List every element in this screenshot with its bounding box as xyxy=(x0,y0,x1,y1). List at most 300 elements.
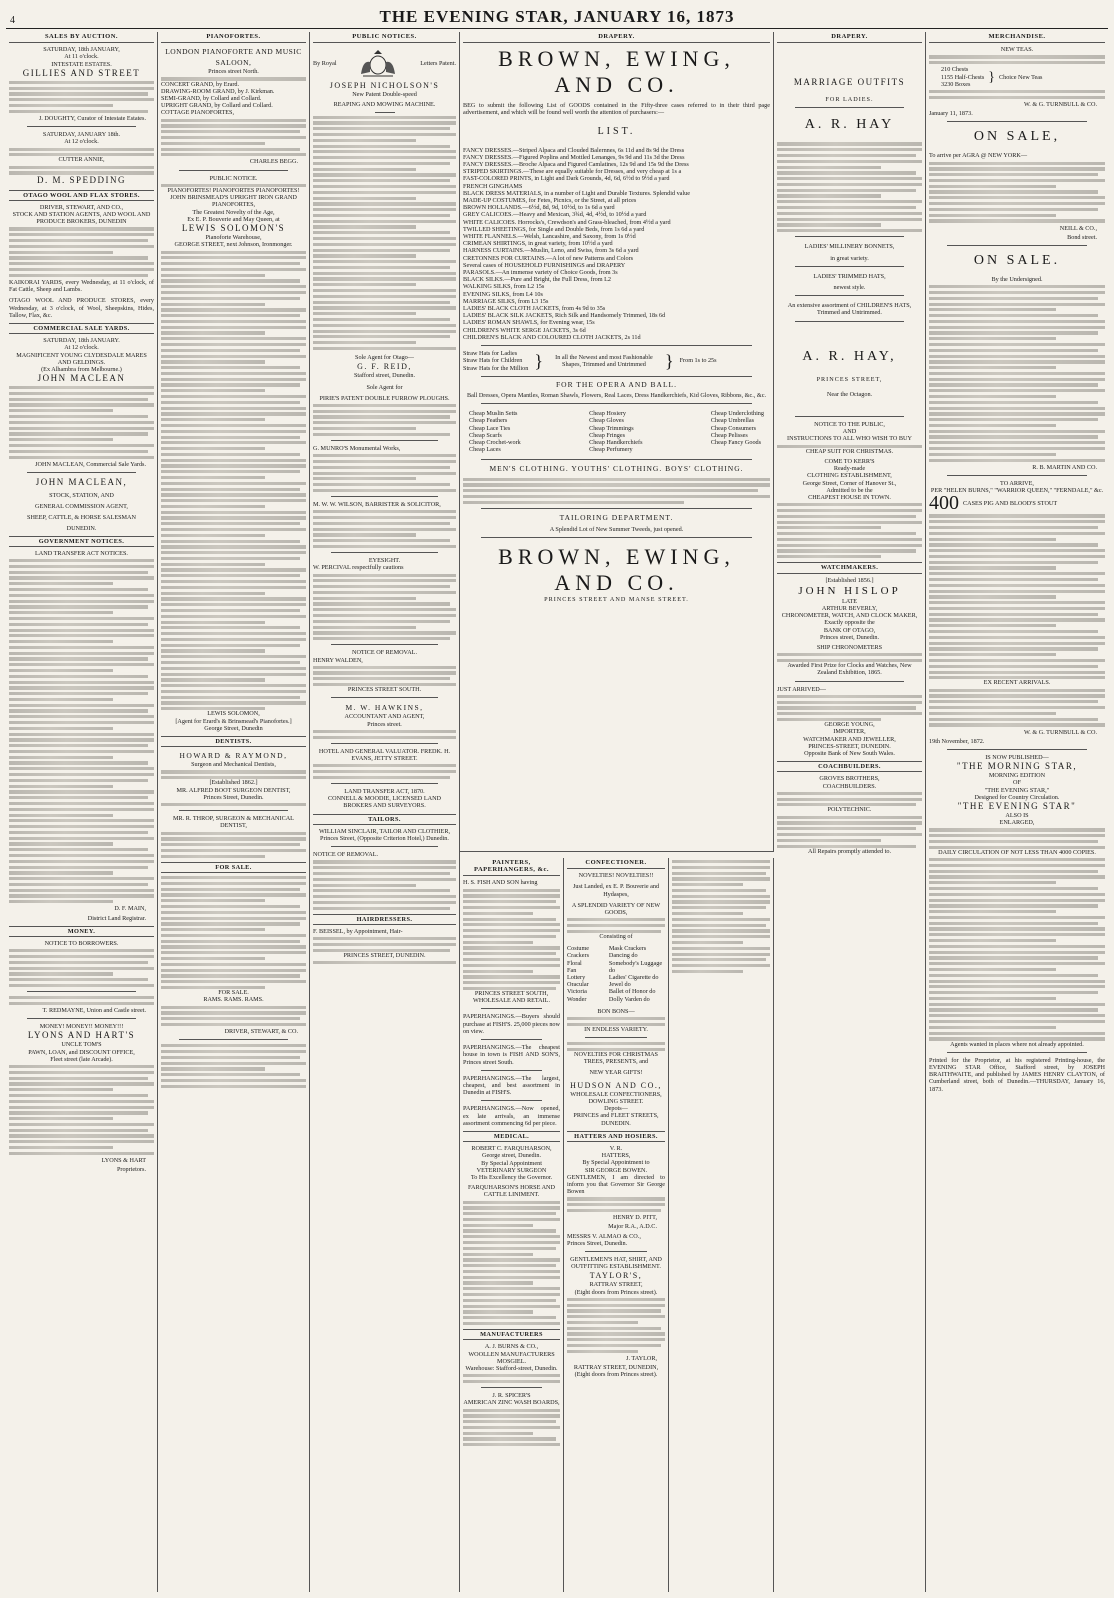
firm-place: MOSGIEL. xyxy=(496,1357,527,1365)
cheap-item: Cheap Handkerchiefs xyxy=(589,438,643,446)
goods-list-item: MADE-UP COSTUMES, for Fetes, Picnics, or the Street, at all prices xyxy=(463,197,637,205)
body-text xyxy=(313,510,456,548)
firm-name: MR. ALFRED BOOT SURGEON DENTIST, xyxy=(176,786,291,794)
body-text xyxy=(161,251,306,711)
body-text xyxy=(313,404,456,436)
ad-heading: ENLARGED, xyxy=(999,819,1035,827)
goods-list-item: MARRIAGE SILKS, from L3 15s xyxy=(463,297,549,305)
body-text xyxy=(929,828,1105,849)
cracker-list xyxy=(567,945,609,1003)
section-header: HAIRDRESSERS. xyxy=(313,914,456,925)
firm-place: Princes Street, Dunedin. xyxy=(203,793,264,801)
firm-place: Princes Street, (Opposite Criterion Hotel,) Dunedin. xyxy=(320,834,449,842)
firm-name: ROBERT C. FARQUHARSON, xyxy=(471,1145,552,1153)
goods-list-item: FANCY DRESSES.—Figured Poplins and Mottled Lenanges, 9s 9d and 11s 3d the Dress xyxy=(463,153,685,161)
firm-place: PRINCES STREET SOUTH. xyxy=(347,686,422,694)
piano-item: UPRIGHT GRAND, by Collard and Collard. xyxy=(161,102,273,110)
ad-subheading: AND xyxy=(842,428,857,436)
firm-place: PRINCES STREET, xyxy=(816,375,883,383)
column-drapery-hay xyxy=(774,32,926,1592)
firm-description: IMPORTER, xyxy=(833,728,866,736)
cracker-list xyxy=(609,945,665,1003)
ad-subheading: PER "HELEN BURNS," "WARRIOR QUEEN," "FERNDALE," &c. xyxy=(930,487,1104,495)
signature: HENRY D. PITT, xyxy=(613,1214,657,1222)
section-header: COMMERCIAL SALE YARDS. xyxy=(9,323,154,334)
piano-item: CONCERT GRAND, by Erard. xyxy=(161,80,240,88)
cheap-item: Cheap Muslin Setts xyxy=(469,410,518,418)
body-text xyxy=(929,514,1105,679)
signature: D. F. MAIN, xyxy=(114,905,146,913)
section-title: MEN'S CLOTHING. YOUTHS' CLOTHING. BOYS' CLOTHING. xyxy=(489,464,744,474)
section-header: WATCHMAKERS. xyxy=(777,562,922,573)
product-title: REAPING AND MOWING MACHINE. xyxy=(333,101,436,109)
firm-place: George Street, Corner of Hanover St., xyxy=(802,479,897,487)
ad-subheading: To arrive per AGRA @ NEW YORK— xyxy=(929,152,1028,160)
column-header: CONFECTIONER. xyxy=(567,858,665,869)
ad-heading: SHIP CHRONOMETERS xyxy=(816,644,883,651)
firm-description: WOOLLEN MANUFACTURERS xyxy=(468,1350,555,1358)
letter-text: GENTLEMEN, I am directed to inform you that Governor Sir George Bowen xyxy=(567,1173,665,1196)
ad-heading: BON BONS— xyxy=(597,1007,635,1015)
cracker-item: Dancing do xyxy=(608,952,638,960)
auctioneer-name: JOHN MACLEAN xyxy=(37,373,126,384)
cracker-item: Ballet of Honor do xyxy=(608,988,656,996)
cheap-item: Cheap Scarfs xyxy=(469,431,502,439)
goods-list-item: BLACK DRESS MATERIALS, in a number of Light and Durable Textures. Splendid value xyxy=(463,189,690,197)
ad-heading: PIANOFORTES! PIANOFORTES PIANOFORTES! xyxy=(167,187,300,195)
signature-title: Proprietors. xyxy=(116,1166,146,1174)
firm-place: Princes street. xyxy=(367,720,402,728)
ad-heading: NOVELTIES! NOVELTIES!! xyxy=(578,872,654,880)
firm-place: Near the Octagon. xyxy=(826,390,873,398)
cheap-item: Cheap Perfumery xyxy=(589,446,633,454)
firm-name: HOWARD & RAYMOND, xyxy=(179,751,288,761)
column-bottom-filler xyxy=(669,858,774,1592)
cheap-item: Cheap Fancy Goods xyxy=(710,438,762,446)
ad-subheading: in great variety. xyxy=(830,254,869,262)
goods-list-item: WHITE CALICOES. Horrocks's, Crewdson's and Grass-bleached, from 4½d a yard xyxy=(463,218,671,226)
firm-place: Opposite Bank of New South Wales. xyxy=(804,749,895,757)
firm-name: GEORGE YOUNG, xyxy=(824,721,875,729)
firm-place: PRINCES STREET, DUNEDIN. xyxy=(343,951,426,959)
imprint: Printed for the Proprietor, at his registered Printing-house, the EVENING STAR Office, Stafford street, by JOSEPH BRAITHWAITE, and published by JAMES HENRY CLAYTON, of Cumberland street, both of Dunedin.—THURSDAY, January 16, 1873. xyxy=(929,1056,1105,1093)
signature-place: Bond street. xyxy=(1067,233,1097,241)
ad-heading: IN ENDLESS VARIETY. xyxy=(584,1025,648,1033)
ad-subheading: MORNING EDITION xyxy=(988,772,1046,780)
masthead xyxy=(6,4,1108,29)
notice-heading: NOTICE OF REMOVAL. xyxy=(351,649,418,657)
signature: NEILL & CO., xyxy=(1059,224,1097,232)
firm-name: F. BEISSEL, by Appointment, Hair- xyxy=(313,928,403,936)
firm-description: Exactly opposite the xyxy=(824,619,875,627)
goods-list-item: FANCY DRESSES.—Broche Alpaca and Figured Camlatines, 12s 9d and 15s 9d the Dress xyxy=(463,161,689,169)
signature-place: RATTRAY STREET, DUNEDIN, xyxy=(573,1364,659,1372)
firm-description: WHOLESALE CONFECTIONERS, xyxy=(570,1090,662,1098)
paperhangings-ad: PAPERHANGINGS.—Now opened, ex late arrivals, an immense assortment commencing 6d per piece. xyxy=(463,1105,560,1127)
goods-list-item: FAST-COLORED PRINTS, in Light and Dark Grounds, 4d, 6d, 6½d to 9½d a yard xyxy=(463,175,670,183)
ad-heading: COME TO KERR'S xyxy=(824,457,875,465)
firm-description: VETERINARY SURGEON xyxy=(476,1166,547,1174)
firm-name: G. MUNRO'S Monumental Works, xyxy=(313,444,401,452)
piano-item: DRAWING-ROOM GRAND, by J. Kirkman. xyxy=(161,87,275,95)
firm-description: By Special Appointment xyxy=(481,1159,542,1167)
newspaper-title: THE EVENING STAR, JANUARY 16, 1873 xyxy=(379,7,735,26)
body-text xyxy=(929,689,1105,727)
signature: W. & G. TURNBULL & CO. xyxy=(1024,100,1097,108)
firm-name: HUDSON AND CO., xyxy=(570,1080,662,1090)
firm-description: To His Excellency the Governor. xyxy=(470,1173,553,1181)
body-text xyxy=(777,445,922,448)
signature-place: George Street, Dunedin xyxy=(204,724,263,732)
column-header: SALES BY AUCTION. xyxy=(9,32,154,43)
body-text xyxy=(313,116,456,350)
firm-description: WHOLESALE AND RETAIL. xyxy=(472,997,550,1005)
straw-item: Straw Hats for Children xyxy=(463,357,523,365)
ad-heading: LADIES' MILLINERY BONNETS, xyxy=(804,243,895,251)
firm-description: Surgeon and Mechanical Dentists, xyxy=(191,761,276,769)
column-header: PAINTERS, PAPERHANGERS, &c. xyxy=(463,858,560,876)
ad-heading: CHEAPEST HOUSE IN TOWN. xyxy=(808,493,891,501)
body-text xyxy=(161,876,306,989)
cheap-item: Cheap Umbrellas xyxy=(710,417,755,425)
column-public-notices xyxy=(310,32,460,1592)
firm-name: JOHN HISLOP xyxy=(798,584,901,597)
goods-list xyxy=(463,147,770,341)
firm-description: LATE xyxy=(841,597,858,605)
notice-heading: NOTICE OF REMOVAL. xyxy=(313,851,379,859)
body-text xyxy=(9,1065,154,1155)
firm-name: CONNELL & MOODIE, LICENSED LAND BROKERS AND SURVEYORS. xyxy=(327,795,442,810)
firm-place: PRINCES-STREET, DUNEDIN. xyxy=(808,742,891,750)
goods-list-item: CHILDREN'S WHITE SERGE JACKETS, 3s 6d xyxy=(463,326,586,334)
cheap-item: Cheap Feathers xyxy=(469,417,508,425)
firm-place: PRINCES and FLEET STREETS, DUNEDIN. xyxy=(573,1112,659,1127)
royal-label: By Royal xyxy=(313,59,337,67)
body-text xyxy=(463,889,560,990)
firm-description: SIR GEORGE BOWEN. xyxy=(584,1166,648,1174)
firm-place: DOWLING STREET. xyxy=(588,1097,644,1105)
sale-time: At 12 o'clock. xyxy=(64,344,99,352)
notice-heading: PUBLIC NOTICE. xyxy=(209,174,258,182)
firm-place: PRINCES STREET AND MANSE STREET. xyxy=(544,596,689,604)
ad-heading: ON SALE. xyxy=(973,252,1061,268)
sale-notice: OTAGO WOOL AND PRODUCE STORES, every Wednesday, at 3 o'clock, of Wool, Sheepskins, Hides, Tallow, Flax, &c. xyxy=(9,297,154,319)
column-painters xyxy=(460,858,564,1592)
royal-crest-icon xyxy=(355,48,401,78)
firm-name: HOTEL AND GENERAL VALUATOR. FREDK. H. EVANS, JETTY STREET. xyxy=(318,747,451,763)
cheap-list xyxy=(589,410,642,453)
ad-heading: MARRIAGE OUTFITS xyxy=(793,77,906,88)
goods-list-item: BLACK SILKS.—Pure and Bright, the Full Dress, from L2 xyxy=(463,276,611,284)
paperhangings-ad: PAPERHANGINGS.—Buyers should purchase at FISH'S. 25,000 pieces now on view. xyxy=(463,1013,560,1035)
body-text xyxy=(161,184,306,187)
ad-subheading: Admitted to be the xyxy=(826,486,873,494)
body-text xyxy=(672,860,770,973)
section-header: GOVERNMENT NOTICES. xyxy=(9,536,154,547)
signature-place: (Eight doors from Princes street). xyxy=(574,1371,658,1379)
firm-name: A. J. BURNS & CO., xyxy=(484,1343,539,1351)
ad-heading: GENTLEMEN'S HAT, SHIRT, AND OUTFITTING ESTABLISHMENT. xyxy=(570,1255,662,1271)
ad-subheading: Ready-made xyxy=(833,465,866,473)
ad-heading: NEW TEAS. xyxy=(1000,46,1034,54)
sale-heading: MAGNIFICENT YOUNG CLYDESDALE MARES AND GELDINGS. xyxy=(16,351,147,366)
ad-heading: JUST ARRIVED— xyxy=(777,685,826,693)
section-header: MONEY. xyxy=(9,926,154,937)
straw-item: Straw Hats for Ladies xyxy=(463,350,518,358)
cracker-item: Lottery xyxy=(567,973,586,981)
ad-heading: NOVELTIES FOR CHRISTMAS TREES, PRESENTS, and xyxy=(573,1051,658,1066)
body-text xyxy=(161,119,306,157)
section-header: MANUFACTURERS xyxy=(463,1329,560,1340)
business-line: STOCK, STATION, AND xyxy=(49,491,114,499)
goods-list-item: EVENING SILKS, from L4 10s xyxy=(463,290,543,298)
body-text xyxy=(313,764,456,779)
firm-description: PAWN, LOAN, and DISCOUNT OFFICE, xyxy=(28,1048,135,1056)
ad-heading: RAMS. RAMS. RAMS. xyxy=(203,996,264,1004)
ad-subheading: The Greatest Novelty of the Age, xyxy=(192,208,275,216)
addressee-place: Princes Street, Dunedin. xyxy=(567,1239,628,1247)
ad-heading: CLOTHING ESTABLISHMENT, xyxy=(807,472,892,480)
body-text xyxy=(567,918,665,933)
cracker-item: Victoria xyxy=(567,988,587,996)
goods-list-item: HARNESS CURTAINS.—Muslin, Leno, and Swiss, from 3s 6d a yard xyxy=(463,247,639,255)
notice-heading: NOTICE TO BORROWERS. xyxy=(44,940,119,948)
section-description: Ball Dresses, Opera Mantles, Roman Shawls, Flowers, Real Laces, Dress Handkerchiefs, Kid Gloves, Ribbons, &c., &c. xyxy=(466,391,766,399)
firm-description: CHRONOMETER, WATCH, AND CLOCK MAKER, xyxy=(781,612,918,620)
body-text xyxy=(313,574,456,641)
ad-subheading: By the Undersigned. xyxy=(991,275,1043,283)
sale-time: At 11 o'clock. xyxy=(64,53,99,61)
signature: J. TAYLOR, xyxy=(626,1354,657,1362)
goods-list-item: WALKING SILKS, from L2 15s xyxy=(463,283,545,291)
body-text xyxy=(463,478,770,504)
sale-time: At 12 o'clock. xyxy=(64,138,99,146)
body-text xyxy=(463,1201,560,1326)
body-text xyxy=(161,832,306,858)
column-header: DRAPERY. xyxy=(463,32,770,43)
goods-list-item: BROWN HOLLANDS.—6½d, 8d, 9d, 10½d, to 1s 6d a yard xyxy=(463,204,615,212)
product-subtitle: New Patent Double-speed xyxy=(352,91,417,99)
auctioneer-name: GILLIES AND STREET xyxy=(22,67,141,78)
ad-heading: INSTRUCTIONS TO ALL WHO WISH TO BUY xyxy=(787,435,912,443)
ad-subheading: OF xyxy=(1013,779,1021,787)
firm-name: LEWIS SOLOMON'S xyxy=(181,223,286,234)
ad-subheading: newest style. xyxy=(833,283,866,291)
columns xyxy=(6,32,1108,1592)
column-header: PIANOFORTES. xyxy=(161,32,306,43)
body-text xyxy=(929,162,1105,223)
cheap-item: Cheap Lace Ties xyxy=(469,424,511,432)
goods-list-item: PARASOLS.—An immense variety of Choice Goods, from 3s xyxy=(463,269,618,277)
straw-description: In all the Newest and most Fashionable Shapes, Trimmed and Untrimmed xyxy=(555,353,653,368)
firm-name: A. R. HAY, xyxy=(802,348,897,364)
section-header: HATTERS AND HOSIERS. xyxy=(567,1131,665,1142)
product-title: AMERICAN ZINC WASH BOARDS, xyxy=(463,1399,560,1407)
column-header: DRAPERY. xyxy=(777,32,922,43)
firm-name: GROVES BROTHERS, xyxy=(819,775,880,783)
firm-description: UNCLE TOM'S xyxy=(61,1041,102,1049)
firm-description: By Special Appointment to xyxy=(582,1159,650,1167)
firm-name: JOSEPH NICHOLSON'S xyxy=(329,81,440,91)
firm-description: STOCK AND STATION AGENTS, AND WOOL AND PRODUCE BROKERS, DUNEDIN xyxy=(12,211,151,226)
ad-subheading: ALSO IS xyxy=(1005,811,1029,819)
body-text xyxy=(929,285,1105,462)
agent-place: Stafford street, Dunedin. xyxy=(353,372,416,380)
cracker-item: Dolly Varden do xyxy=(608,995,650,1003)
tea-item: 3230 Boxes xyxy=(941,80,971,88)
cheap-item: Cheap Laces xyxy=(469,446,501,454)
column-header: PUBLIC NOTICES. xyxy=(313,32,456,43)
ad-heading: ON SALE, xyxy=(973,129,1061,145)
body-text xyxy=(313,666,456,687)
ad-heading: EX RECENT ARRIVALS. xyxy=(983,679,1051,687)
business-place: DUNEDIN. xyxy=(66,524,97,532)
established-note: [Established 1862.] xyxy=(209,779,258,787)
body-text xyxy=(161,770,306,779)
column-sales-by-auction xyxy=(6,32,158,1592)
firm-description: COACHBUILDERS. xyxy=(822,782,877,790)
firm-place: POLYTECHNIC. xyxy=(827,806,872,814)
body-text xyxy=(161,77,306,80)
straw-price: From 1s to 25s xyxy=(679,357,717,365)
body-text xyxy=(567,1197,665,1212)
body-text xyxy=(161,1044,306,1088)
goods-list-item: FRENCH GINGHAMS xyxy=(463,182,523,190)
signature-title: Major R.A., A.D.C. xyxy=(608,1223,657,1231)
signature: J. DOUGHTY, Curator of Intestate Estates. xyxy=(38,114,146,122)
ad-heading: MONEY! MONEY!! MONEY!!! xyxy=(39,1023,124,1031)
body-text xyxy=(929,858,1105,1040)
agent-label: Sole Agent for xyxy=(366,384,403,392)
tea-item: 1155 Half-Chests xyxy=(941,73,985,81)
paperhangings-ad: PAPERHANGINGS.—The cheapest house in town is FISH AND SON'S, Princes street South. xyxy=(463,1044,560,1066)
notice-heading: EYESIGHT. xyxy=(368,557,401,565)
signature-date: January 11, 1873. xyxy=(929,110,973,118)
firm-name: M. W. HAWKINS, xyxy=(345,703,424,713)
cheap-item: Cheap Underclothing xyxy=(710,410,764,418)
body-text xyxy=(567,1042,665,1051)
case-description: CASES PIG AND BLOOD'S STOUT xyxy=(963,499,1058,507)
section-description: A Splendid Lot of New Summer Tweeds, just opened. xyxy=(549,526,684,534)
section-header: TAILORS. xyxy=(313,814,456,825)
signature: JOHN MACLEAN, Commercial Sale Yards. xyxy=(35,460,146,468)
goods-list-item: GREY CALICOES.—Heavy and Mexican, 3¾d, 4d, 4½d, to 10½d a yard xyxy=(463,211,647,219)
firm-place: GEORGE STREET, next Johnson, Ironmonger. xyxy=(174,241,293,249)
signature: CHARLES BEGG. xyxy=(249,158,298,166)
agent-name: G. F. REID, xyxy=(357,362,412,372)
cheap-list xyxy=(711,410,764,453)
cheap-item: Cheap Crochet-work xyxy=(469,438,521,446)
notice-heading: LAND TRANSFER ACT, 1870. xyxy=(344,787,425,795)
body-text xyxy=(777,503,922,558)
paper-title: "THE EVENING STAR" xyxy=(957,800,1077,811)
body-text xyxy=(9,996,154,1005)
firm-place: PRINCES STREET SOUTH, xyxy=(474,990,549,998)
body-text xyxy=(313,454,456,492)
body-text xyxy=(313,937,456,952)
cracker-item: Floral xyxy=(567,959,582,967)
case-count: 400 xyxy=(929,492,959,515)
signature-title: District Land Registrar. xyxy=(87,914,146,922)
ad-text: An extensive assortment of CHILDREN'S HATS, Trimmed and Untrimmed. xyxy=(787,302,912,317)
goods-list-item: CRETONNES FOR CURTAINS.—A lot of new Patterns and Colors xyxy=(463,254,634,262)
signature-title: [Agent for Erard's & Brinsmead's Pianofortes.] xyxy=(175,717,292,725)
goods-list-item: FANCY DRESSES.—Striped Alpaca and Clouded Balernnes, 6s 11d and 8s 9d the Dress xyxy=(463,146,685,154)
column-confectioner xyxy=(564,858,669,1592)
business-line: GENERAL COMMISSION AGENT, xyxy=(35,503,128,511)
firm-name: TAYLOR'S, xyxy=(589,1271,643,1281)
tea-note: Choice New Teas xyxy=(998,73,1043,81)
cheap-list xyxy=(469,410,521,453)
sale-item: CUTTER ANNIE, xyxy=(58,156,105,164)
body-text xyxy=(567,1017,665,1026)
straw-item: Straw Hats for the Million xyxy=(463,364,529,372)
body-text xyxy=(567,1298,665,1353)
cracker-item: Fan xyxy=(567,966,577,974)
ad-text: Agents wanted in places where not already appointed. xyxy=(950,1040,1084,1048)
ad-heading: IS NOW PUBLISHED— xyxy=(985,753,1049,761)
product-title: FARQUHARSON'S HORSE AND CATTLE LINIMENT. xyxy=(468,1184,555,1199)
column-pianofortes xyxy=(158,32,310,1592)
firm-name: A. R. HAY xyxy=(804,117,895,133)
body-text xyxy=(9,559,154,903)
paperhangings-ad: PAPERHANGINGS.—The largest, cheapest, and best assortment in Dunedin at FISH'S. xyxy=(463,1074,560,1097)
firm-name: W. PERCIVAL respectfully cautions xyxy=(313,564,404,572)
body-text xyxy=(161,1006,306,1027)
firm-place: Princes street North. xyxy=(208,68,259,76)
firm-description: Pianoforte Warehouse, xyxy=(205,234,262,242)
body-text xyxy=(777,792,922,807)
firm-name: MR. R. THROP, SURGEON & MECHANICAL DENTIST, xyxy=(173,815,294,830)
section-header: DENTISTS. xyxy=(161,736,306,747)
sale-date: SATURDAY, JANUARY 18th. xyxy=(42,131,121,139)
section-title: TAILORING DEPARTMENT. xyxy=(559,512,674,522)
signature: R. B. MARTIN AND CO. xyxy=(1032,463,1097,471)
body-text xyxy=(463,1374,560,1383)
ad-subheading: Ex E. P. Bouverie and May Queen, at xyxy=(187,215,280,223)
body-text xyxy=(777,142,922,232)
ad-heading: DAILY CIRCULATION OF NOT LESS THAN 4000 COPIES. xyxy=(938,848,1096,856)
sale-notice: KAIKORAI YARDS, every Wednesday, at 11 o'clock, of Fat Cattle, Sheep and Lambs. xyxy=(9,278,154,294)
addressee: MESSRS V. ALMAO & CO., xyxy=(567,1232,641,1240)
body-text xyxy=(161,803,306,806)
firm-name: J. R. SPICER'S xyxy=(492,1392,531,1400)
goods-list-item: CRIMEAN SHIRTINGS, in great variety, from 10½d a yard xyxy=(463,240,613,248)
firm-name: LONDON PIANOFORTE AND MUSIC SALOON, xyxy=(165,47,302,68)
piano-item: COTTAGE PIANOFORTES, xyxy=(161,109,235,117)
drapery-advertisement: DRAPERY. BROWN, EWING, AND CO. BEG to submit the following List of GOODS contained in the Fifty-three cases referred to in their third page advertisement, and which will be found well worth the attention of purchasers:— LIST. FANCY DRESSES.—Striped Alpaca and Clouded Balernnes, 6s 11d and 8s 9d the Dress FANCY DRESSES.—Figured Poplins and Mottled Lenanges, 9s 9d and 11s 3d the Dress FANCY DRESSES.—Broche Alpaca and Figured Camlatines, 12s 9d and 15s 9d the Dress STRIPED SKIRTINGS.—These are equally suitable for Dresses, and very cheap at 1s a FAST-COLORED PRINTS, in Light and Dark Grounds, 4d, 6d, 6½d to 9½d a yard FRENCH GINGHAMS BLACK DRESS MATERIALS, in a number of Light and Durable Textures. Splendid value MADE-UP COSTUMES, for Fetes, Picnics, or the Street, at all prices BROWN HOLLANDS.—6½d, 8d, 9d, 10½d, to 1s 6d a yard GREY CALICOES.—Heavy and Mexican, 3¾d, 4d, 4½d, to 10½d a yard WHITE CALICOES. Horrocks's, Crewdson's and Grass-bleached, from 4½d a yard TWILLED SHEETINGS, for Single and Double Beds, from 1s 6d a yard WHITE FLANNELS.—Welsh, Lancashire, and Saxony, from 1s 0½d CRIMEAN SHIRTINGS, in great variety, from 10½d a yard HARNESS CURTAINS.—Muslin, Leno, and Swiss, from 3s 6d a yard CRETONNES FOR CURTAINS.—A lot of new Patterns and Colors Several cases of HOUSEHOLD FURNISHINGS and DRAPERY PARASOLS.—An immense variety of Choice Goods, from 3s BLACK SILKS.—Pure and Bright, the Full Dress, from L2 WALKING SILKS, from L2 15s EVENING SILKS, from L4 10s MARRIAGE SILKS, from L3 15s LADIES' BLACK CLOTH JACKETS, from 4s 9d to 35s LADIES' BLACK SILK JACKETS, Rich Silk and Handsomely Trimmed, 18s 6d LADIES' ROMAN SHAWLS, for Evening wear, 15s CHILDREN'S WHITE SERGE JACKETS, 3s 6d CHILDREN'S BLACK AND COLOURED CLOTH JACKETS, 2s 11d Straw Hats for Ladies Straw Hats for Children Straw Hats for the Million } In all the Newest and most Fashionable Shapes, Trimmed and Untrimmed } From 1s to 25s FOR THE OPERA AND BALL. Ball Dresses, Opera Mantles, Roman Shawls, Flowers, Real Laces, Dress Handkerchiefs, Kid Gloves, Ribbons, &c., &c. Cheap Muslin Setts Cheap Feathers Cheap Lace Ties Cheap Scarfs Cheap Crochet-work Cheap Laces Cheap Hosiery Cheap Gloves Cheap Trimmings Cheap Fringes Cheap Handkerchiefs Cheap Perfumery Cheap Underclothing Cheap Umbrellas Cheap Consumers Cheap Pelisses Cheap Fancy Goods MEN'S CLOTHING. YOUTHS' CLOTHING. BOYS' CLOTHING. TAILORING DEPARTMENT. A Splendid Lot of New Summer Tweeds, just opened. BROWN, EWING, AND CO. PRINCES STREET AND MANSE STREET. xyxy=(460,32,774,852)
tea-item: 210 Chests xyxy=(941,66,969,74)
column-merchandise: MERCHANDISE. NEW TEAS. 210 Chests 1155 Half-Chests 3230 Boxes } Choice New Teas W. & G. TURNBULL & CO. January 11, 1873. ON SALE, To arrive per AGRA @ NEW YORK— NEILL & CO., Bond street. ON SALE. By the Undersigned. R. B. MARTIN AND CO. TO ARRIVE, PER "HELEN BURNS," "WARRIOR QUEEN," "FERNDALE," &c. 400 CASES PIG AND BLOOD'S STOUT EX RECENT ARRIVALS. W. & G. TURNBULL & CO. 19th November, 1872. IS NOW PUBLISHED— "THE MORNING STAR, MORNING EDITION OF "THE EVENING STAR," Designed for Country Circulation. "THE EVENING STAR" ALSO IS ENLARGED, DAILY CIRCULATION OF NOT LESS THAN 4000 COPIES. Agents wanted in places where not already appointed. Printed for the Proprietor, at his registered Printing-house, the EVENING STAR Office, Stafford street, by JOSEPH BRAITHWAITE, and published by JAMES HENRY CLAYTON, of Cumberland street, both of Dunedin.—THURSDAY, January 16, 1873. xyxy=(929,33,1105,1093)
goods-list-item: LADIES' ROMAN SHAWLS, for Evening wear, 15s xyxy=(463,319,595,327)
body-text xyxy=(9,386,154,459)
column-header: MERCHANDISE. xyxy=(929,32,1105,43)
product-title: PIRIE'S PATENT DOUBLE FURROW PLOUGHS. xyxy=(319,394,450,402)
ad-heading: A SPLENDID VARIETY OF NEW GOODS, xyxy=(571,901,661,917)
intro-text: BEG to submit the following List of GOODS contained in the Fifty-three cases referred to in their third page advertisement, and which will be found well worth the attention of purchasers:— xyxy=(463,102,770,117)
ad-heading: TO ARRIVE, xyxy=(1000,480,1034,487)
section-title: FOR THE OPERA AND BALL. xyxy=(556,379,677,389)
ad-subheading: Designed for Country Circulation. xyxy=(974,793,1060,801)
firm-place: Princes street, Dunedin. xyxy=(819,633,880,641)
goods-list-item: LADIES' BLACK CLOTH JACKETS, from 4s 9d to 35s xyxy=(463,305,606,313)
body-text xyxy=(313,961,456,964)
goods-list-item: STRIPED SKIRTINGS.—These are equally suitable for Dresses, and very cheap at 1s a xyxy=(463,168,682,176)
auctioneer-name: JOHN MACLEAN, xyxy=(35,476,128,487)
ad-subheading: "THE EVENING STAR," xyxy=(984,786,1050,794)
cracker-item: Somebody's Luggage do xyxy=(608,959,663,974)
firm-description: Depots— xyxy=(604,1105,628,1113)
